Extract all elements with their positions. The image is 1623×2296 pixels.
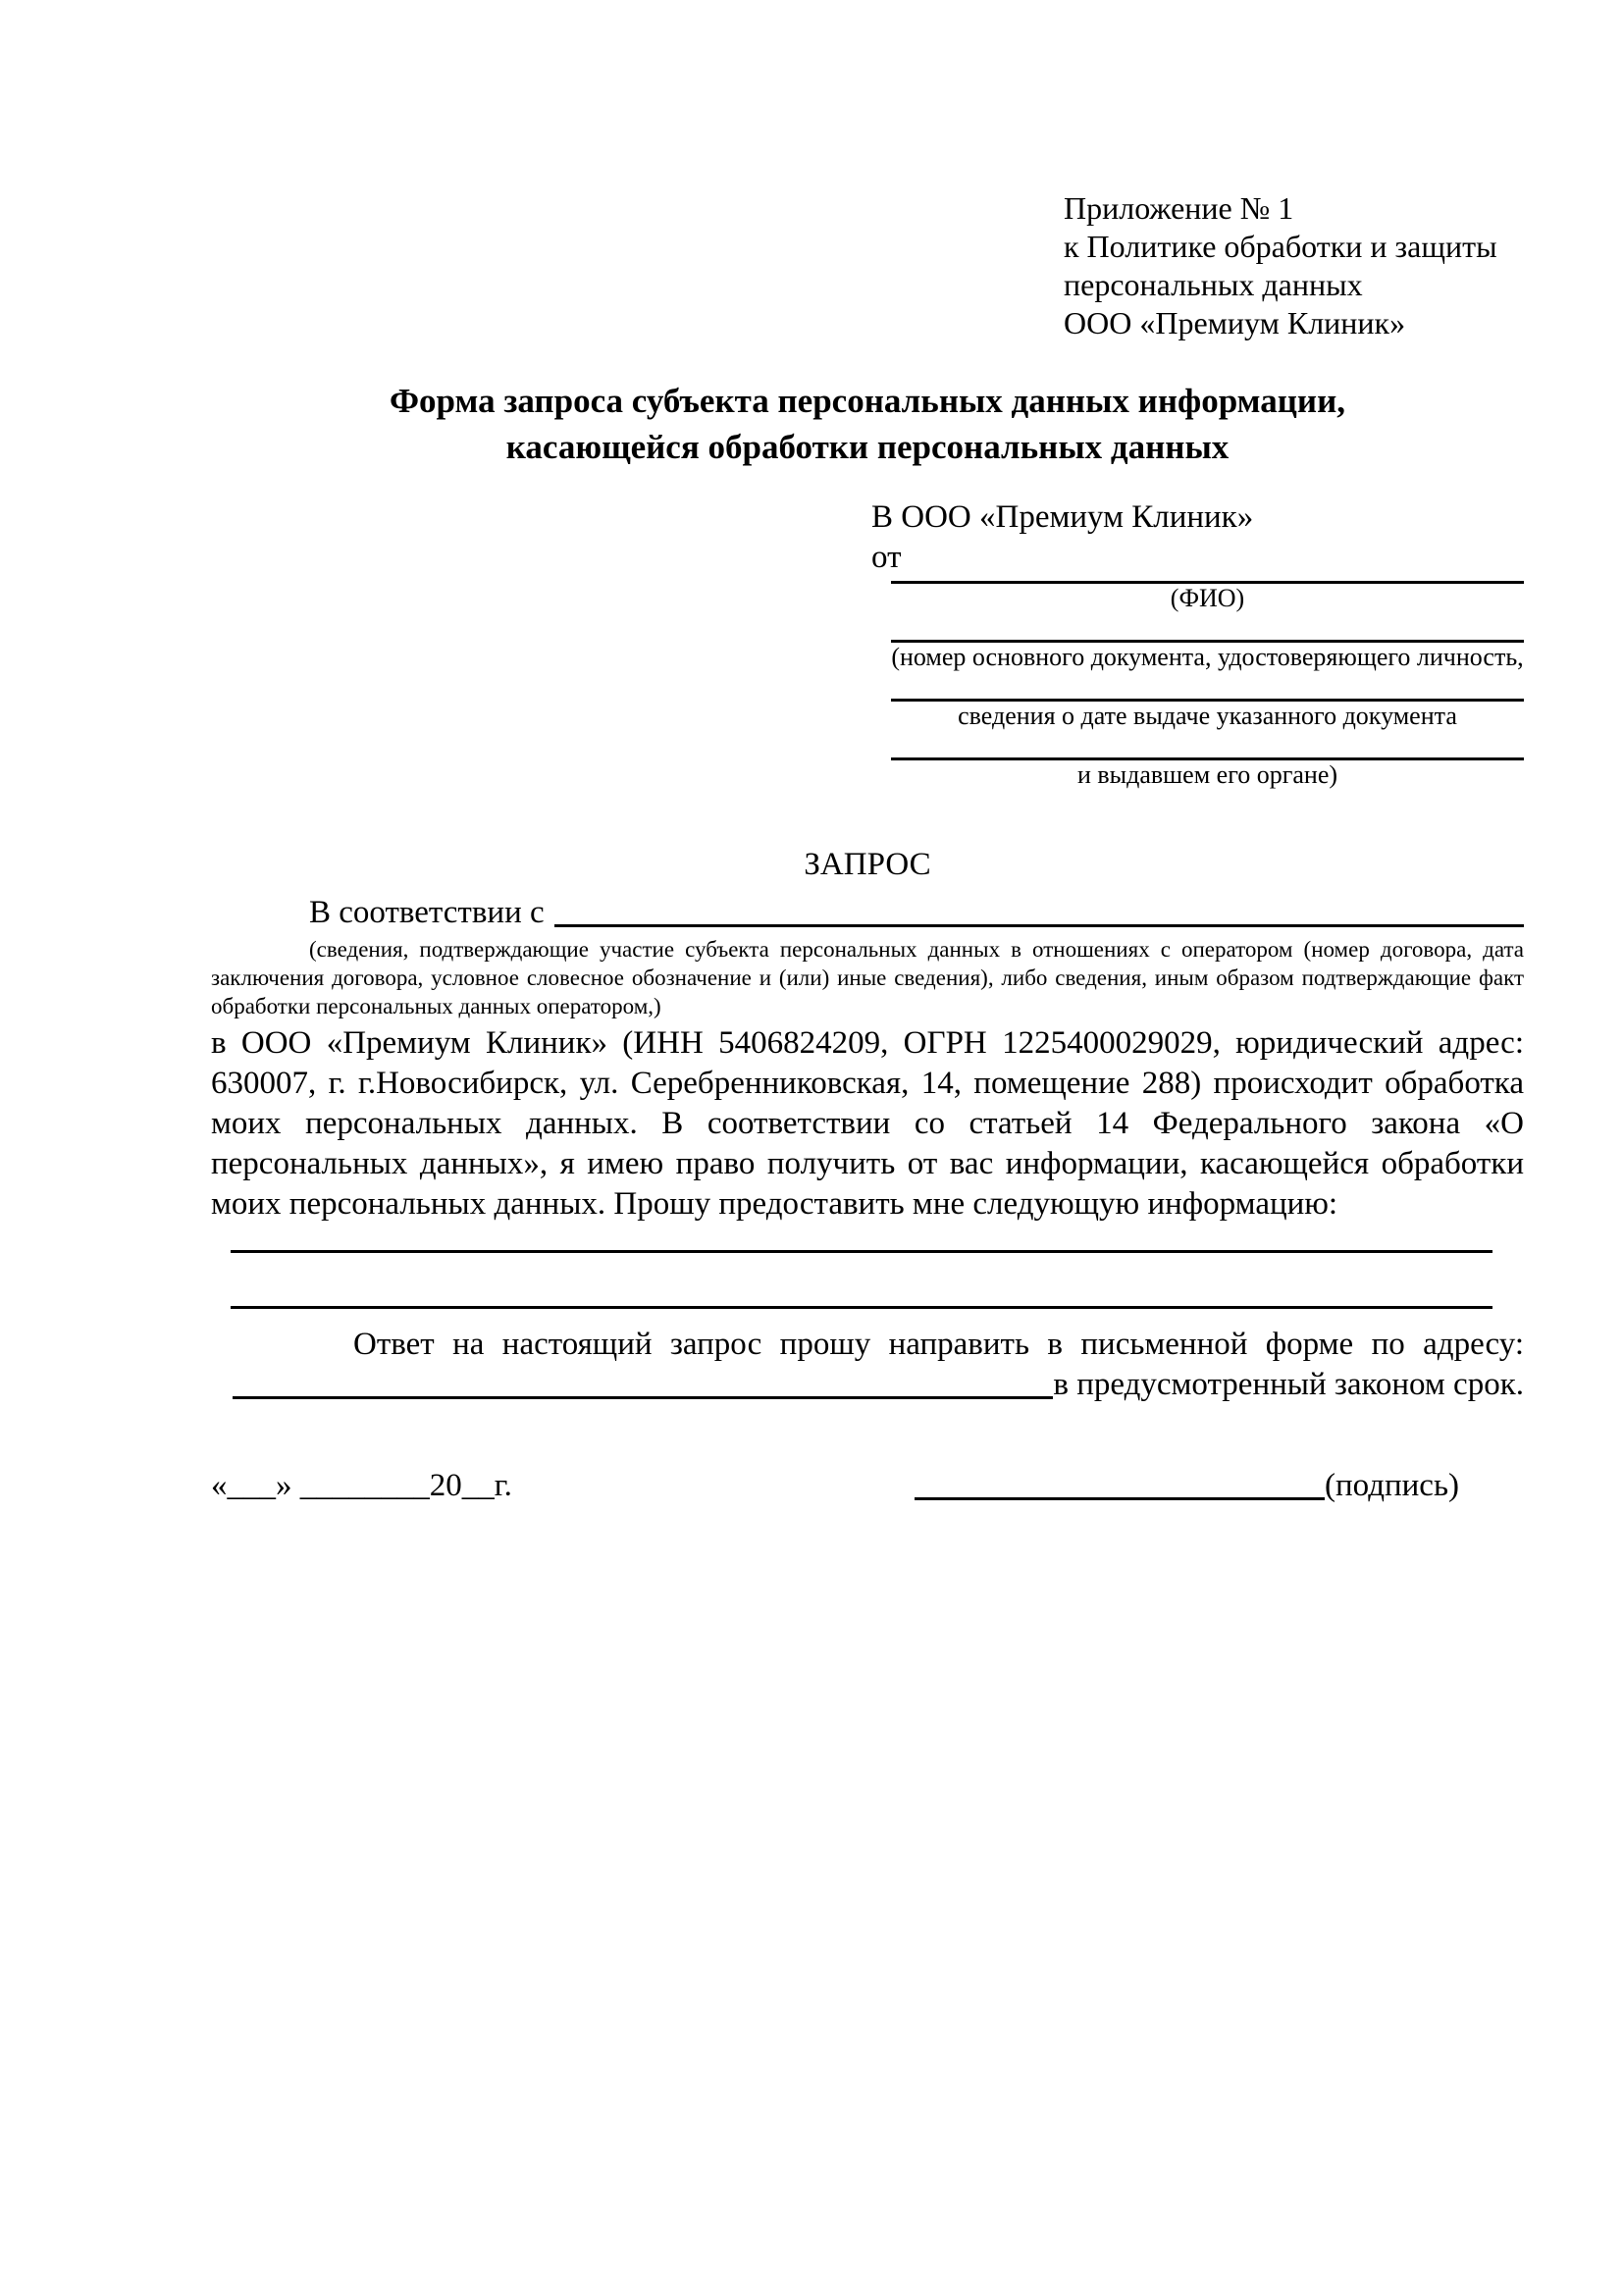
field-issuing-authority bbox=[871, 755, 1524, 790]
field-caption: (ФИО) bbox=[1170, 584, 1245, 612]
appendix-line: персональных данных bbox=[1064, 267, 1363, 302]
page-title-line: Форма запроса субъекта персональных данных информации, bbox=[389, 382, 1346, 420]
request-heading: ЗАПРОС bbox=[804, 847, 931, 882]
fill-in-line bbox=[231, 1250, 1492, 1253]
fill-in-line bbox=[231, 1306, 1492, 1309]
body-line: персональных данных», я имею право получить от вас информации, касающейся обработки bbox=[211, 1146, 1524, 1181]
document-content bbox=[211, 189, 1524, 1506]
body-line: моих персональных данных. Прошу предоставить мне следующую информацию: bbox=[211, 1186, 1338, 1222]
signature-group bbox=[915, 1466, 1459, 1506]
appendix-line: к Политике обработки и защиты bbox=[1064, 229, 1497, 264]
signature-line bbox=[915, 1490, 1325, 1500]
page-title-line: касающейся обработки персональных данных bbox=[505, 428, 1230, 466]
addressee-from-label: от bbox=[871, 540, 902, 575]
response-tail: в предусмотренный законом срок. bbox=[1053, 1367, 1524, 1402]
body-line: в ООО «Премиум Клиник» (ИНН 5406824209, ОГРН 1225400029029, юридический адрес: bbox=[211, 1025, 1524, 1061]
response-line: Ответ на настоящий запрос прошу направить в письменной форме по адресу: bbox=[353, 1327, 1524, 1362]
body-line: моих персональных данных. В соответствии со статьей 14 Федерального закона «О bbox=[211, 1106, 1524, 1141]
field-caption: сведения о дате выдаче указанного документа bbox=[958, 702, 1457, 730]
field-document-number bbox=[871, 637, 1524, 672]
request-intro-row bbox=[211, 893, 1524, 933]
date-signature-row bbox=[211, 1466, 1524, 1506]
note-line: (сведения, подтверждающие участие субъекта персональных данных в отношениях с оператором (номер договора, дата bbox=[309, 937, 1524, 962]
request-body bbox=[211, 1023, 1524, 1225]
date-blank: «___» ________20__г. bbox=[211, 1468, 512, 1503]
note-line: заключения договора, условное словесное обозначение и (или) иные сведения), либо сведения, иным образом подтверждающие факт bbox=[211, 965, 1524, 990]
response-address-row bbox=[211, 1365, 1524, 1405]
request-intro-label: В соответствии с bbox=[309, 895, 545, 930]
field-issue-date bbox=[871, 696, 1524, 731]
fill-in-line bbox=[554, 917, 1524, 927]
field-caption: и выдавшем его органе) bbox=[1076, 760, 1338, 789]
fill-in-line bbox=[233, 1389, 1053, 1399]
addressee-block bbox=[871, 497, 1524, 790]
appendix-line: ООО «Премиум Клиник» bbox=[1064, 305, 1406, 340]
request-note bbox=[211, 935, 1524, 1020]
body-line: 630007, г. г.Новосибирск, ул. Серебренниковская, 14, помещение 288) происходит обработка bbox=[211, 1066, 1524, 1101]
note-line: обработки персональных данных оператором,) bbox=[211, 994, 661, 1018]
field-caption: (номер основного документа, удостоверяющего личность, bbox=[891, 643, 1524, 671]
addressee-to: В ООО «Премиум Клиник» bbox=[871, 499, 1254, 535]
appendix-line: Приложение № 1 bbox=[1064, 190, 1294, 226]
page-title bbox=[211, 378, 1524, 470]
signature-caption: (подпись) bbox=[1325, 1468, 1459, 1503]
field-fio bbox=[871, 578, 1524, 613]
appendix-block bbox=[1064, 189, 1524, 342]
